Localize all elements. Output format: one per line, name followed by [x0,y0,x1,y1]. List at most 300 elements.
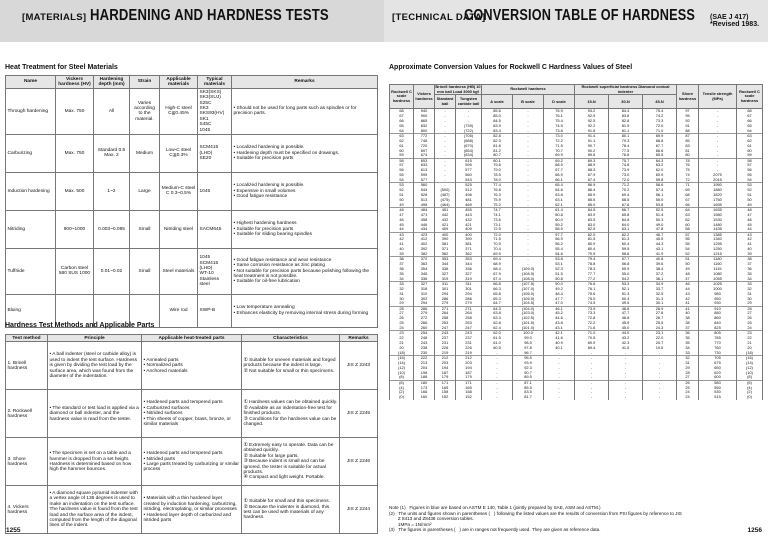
conversion-notes [389,505,762,533]
table-cell: 65.5 [643,153,677,158]
table-cell: 23.1 [643,331,677,336]
table-cell: 36 [737,267,763,272]
table-cell: 99.0 [513,336,544,341]
table-cell: (104.0) [513,306,544,311]
table-cell: Wire rod [160,294,198,327]
table-cell: 930 [699,301,737,306]
table-cell: (2) [390,390,414,395]
table-cell: 49 [677,267,699,272]
table-cell: 36 [390,267,414,272]
table-cell: Max. 500 [56,172,94,210]
table-cell: 55.9 [609,267,643,272]
table-cell: 68 [677,193,699,198]
table-cell: 484 [414,207,435,212]
table-cell: (108.0) [513,277,544,282]
table-cell: (634) [456,153,482,158]
table-cell: 34 [390,277,414,282]
table-cell: 294 [456,291,482,296]
table-cell: 213 [414,361,435,366]
table-cell: 860 [699,316,737,321]
table-cell: 543 [456,178,482,183]
table-cell: 62.4 [482,326,513,331]
table-cell: 363 [414,262,435,267]
table-cell: 55 [390,173,414,178]
table-cell: 70.7 [544,148,575,153]
table-cell: 59.5 [609,247,643,252]
table-cell: - [482,351,513,356]
table-row [6,210,378,248]
table-cell: 633 [414,163,435,168]
table-cell: 2075 [699,173,737,178]
table-cell: 30.1 [643,301,677,306]
table-cell: 311 [456,282,482,287]
table-cell: 294 [435,291,456,296]
table-cell: 33 [737,282,763,287]
table-cell: 1530 [699,217,737,222]
table-cell: 78.0 [482,178,513,183]
table-cell: 66.9 [544,173,575,178]
table-cell: 66 [737,119,763,124]
table-cell: • Annealed parts • Normalized parts • Anchored materials [142,342,242,390]
table-cell: 25 [390,321,414,326]
table-cell: 69.9 [482,252,513,257]
table-cell: (722) [456,128,482,133]
table-cell: 80.9 [575,242,609,247]
table-cell: 44 [677,286,699,291]
table-cell: 71.6 [575,326,609,331]
table-cell: - [609,361,643,366]
table-cell: - [435,163,456,168]
table-cell: Bluing [6,294,56,327]
table-cell: 82.0 [575,232,609,237]
table-cell: 26 [737,316,763,321]
table-cell: 705 [699,356,737,361]
table-cell: 59 [390,153,414,158]
table-cell: (104.5) [513,301,544,306]
table-cell: 158 [456,390,482,395]
table-cell: (105.5) [513,296,544,301]
table-cell: 40 [677,311,699,316]
table-cell: 63.3 [482,316,513,321]
table-cell: 92 [677,119,699,124]
table-cell: 498 [414,203,435,208]
table-cell: - [609,380,643,385]
table-cell: 75.2 [482,203,513,208]
table-cell: 23 [737,331,763,336]
table-cell: 152 [456,395,482,400]
table-cell: 279 [456,301,482,306]
table-cell: 469 [456,203,482,208]
table-cell: - [435,133,456,138]
table-cell: 271 [456,306,482,311]
table-cell: - [513,158,544,163]
table-cell: 1045 SCM415 (LHD) WT-10 Stainless steel [198,248,232,294]
table-cell: - [544,351,575,356]
table-cell: 73.3 [643,119,677,124]
table-cell: 64 [677,207,699,212]
table-cell: 100.0 [513,331,544,336]
table-cell: - [513,198,544,203]
table-cell: • A ball indenter (steel or carbide alloy) is used to indent the test surface. Hardness is given by dividing the test load by the surface area, which was found from the diameter of the indentation. [48,342,142,390]
table-cell: 49 [390,203,414,208]
table-cell: 79.3 [609,138,643,143]
table-cell: 286 [456,296,482,301]
table-cell: - [699,153,737,158]
table-cell: 77.2 [575,277,609,282]
table-cell: 51 [390,193,414,198]
table-cell: 910 [699,306,737,311]
table-cell: 58.6 [609,252,643,257]
table-cell: 800 [414,128,435,133]
table-cell: (14) [737,361,763,366]
table-cell: 63.8 [544,193,575,198]
table-cell: 61.4 [544,207,575,212]
table-cell: 60 [737,148,763,153]
col-header: Principle [48,335,142,342]
table-cell: 53.8 [544,257,575,262]
table-cell: 41.9 [643,252,677,257]
table-cell: 53.1 [544,262,575,267]
table-cell: 515 [699,395,737,400]
table-cell: 840 [699,321,737,326]
table-cell: (654) [456,148,482,153]
table-cell: - [575,375,609,380]
table-cell: 28.9 [643,306,677,311]
table-cell: 30 [737,296,763,301]
table-cell: 362 [435,252,456,257]
table-cell: 212 [435,356,456,361]
table-cell: 434 [414,227,435,232]
table-cell: 865 [414,119,435,124]
right-header [384,0,768,42]
table-cell: 63.2 [643,163,677,168]
table-cell: (739) [456,124,482,129]
table-cell: 92.3 [513,365,544,370]
table-cell: Max. 750 [56,88,94,134]
table-cell: - [609,365,643,370]
table-cell: Low-C steel C≦0.3% [160,134,198,172]
table-cell: 87.9 [575,173,609,178]
table-cell: 73.0 [609,173,643,178]
table-cell: - [513,119,544,124]
table-cell: 62 [390,138,414,143]
col-header: Rockwell C scale hardness [390,85,414,109]
table-cell: 226 [456,346,482,351]
table-cell: 33.7 [643,286,677,291]
table-cell: ① Suitable for small and thin specimens. ② Because the indenter is diamond, this test can be used with materials of any hardness. [242,486,340,534]
table-cell: 43.1 [544,326,575,331]
table-cell: 90.2 [575,148,609,153]
table-cell: 40.1 [544,346,575,351]
table-cell: 91.1 [575,138,609,143]
table-cell: 67.7 [643,143,677,148]
table-cell: 92.2 [575,124,609,129]
table-cell: (106.0) [513,291,544,296]
table-cell: 71.0 [643,128,677,133]
table-cell: 24.3 [643,326,677,331]
table-cell: 48 [390,207,414,212]
table-cell: 165 [435,385,456,390]
page-title: HARDENING AND HARDNESS TESTS [90,7,329,24]
section-tag: [MATERIALS] [22,12,87,23]
table-cell: 81.1 [609,128,643,133]
table-cell: 279 [414,311,435,316]
table-cell: - [513,232,544,237]
table-cell: 66.3 [482,286,513,291]
table-cell: 34 [737,277,763,282]
table-cell: 900 [414,114,435,119]
table-cell: 67 [737,114,763,119]
table-cell: 85.9 [575,193,609,198]
table-cell: (18) [390,351,414,356]
table-cell: 382 [414,252,435,257]
table-cell: Induction hardening [6,172,56,210]
table-cell: ① Extremely easy to operate. Data can be obtained quickly. ② Suitable for large parts. ③ Because indent is small and can be ignored, the tester is suitable for actual products. ④ Compact and light weight. Portable. [242,438,340,486]
table-cell: 166 [414,390,435,395]
table-cell: 1250 [699,247,737,252]
table-cell: 353 [456,257,482,262]
table-cell: - [513,143,544,148]
table-cell: 41 [737,242,763,247]
col-header: Rockwell C scale hardness [737,85,763,109]
table-cell: 82.8 [609,119,643,124]
table-cell: JIS Z 2246 [340,438,378,486]
table-cell: 77.5 [609,148,643,153]
table-cell: 2015 [699,178,737,183]
table-cell: 45.9 [609,321,643,326]
table-cell: 76.9 [544,109,575,114]
table-cell: 68.8 [643,138,677,143]
table-cell: (101.5) [513,321,544,326]
table-cell: 179 [435,375,456,380]
table-cell: 51 [677,257,699,262]
table-cell: 47.0 [544,301,575,306]
table-cell: 785 [699,336,737,341]
table-cell: 1480 [699,222,737,227]
table-cell: 81.8 [482,143,513,148]
table-cell: 294 [414,301,435,306]
table-cell: Large [130,172,160,210]
table-cell: - [643,375,677,380]
table-cell: Standard 0.5 Max. 2 [94,134,130,172]
table-cell: - [482,390,513,395]
table-cell: 76.1 [544,114,575,119]
table-cell: - [513,163,544,168]
table-cell: 80.7 [482,153,513,158]
table-cell: 82.8 [482,133,513,138]
table-cell: 613 [414,168,435,173]
table-cell: - [513,222,544,227]
table-cell: 60.0 [544,217,575,222]
table-cell: 390 [435,237,456,242]
table-cell: - [513,252,544,257]
table-cell: 203 [435,361,456,366]
table-cell: 74 [677,173,699,178]
table-cell: 1340 [699,237,737,242]
group-header: Rockwell hardness [482,85,575,95]
table-cell: 69.2 [544,158,575,163]
table-cell: 56.9 [544,237,575,242]
table-cell: 63.8 [482,311,513,316]
table-cell: - [513,188,544,193]
table-cell: 32 [677,356,699,361]
table-cell: 61 [390,143,414,148]
table-cell: 1385 [699,232,737,237]
table-cell: 73.8 [544,128,575,133]
table-cell: 56 [677,237,699,242]
table-cell: 96.7 [513,351,544,356]
table-cell: 52 [390,188,414,193]
table-cell: 20.7 [643,341,677,346]
table-cell: 327 [456,272,482,277]
table-cell: 180 [414,380,435,385]
table-cell: - [544,390,575,395]
table-cell: 231 [435,341,456,346]
table-cell: - [575,380,609,385]
table-cell: Medium [130,134,160,172]
table-cell: 1215 [699,252,737,257]
table-cell: 28 [390,306,414,311]
table-cell: 47 [737,212,763,217]
table-cell: - [482,356,513,361]
table-cell: - [575,365,609,370]
table-cell: 68.5 [609,198,643,203]
table-cell: 62.2 [609,232,643,237]
table-cell: (107.0) [513,286,544,291]
table-cell: 85.5 [575,198,609,203]
table-cell: 85.0 [575,203,609,208]
table-cell: 1820 [699,193,737,198]
table-cell: 84.5 [482,119,513,124]
table-cell: 25 [677,385,699,390]
table-cell: 1950 [699,183,737,188]
table-cell: 770 [699,341,737,346]
table-cell: 25.5 [643,321,677,326]
table-cell: (688) [456,138,482,143]
table-cell: - [513,153,544,158]
table-cell: - [699,133,737,138]
table-cell: 36 [677,331,699,336]
table-cell: - [482,385,513,390]
table-cell: 950 [699,296,737,301]
table-cell: Nitriding [6,210,56,248]
table-cell: (4) [390,385,414,390]
table-cell: 98.5 [513,341,544,346]
table-cell: 76.8 [482,188,513,193]
table-cell: - [699,114,737,119]
table-cell: 61.5 [482,336,513,341]
table-cell: 253 [456,321,482,326]
table-cell: 27 [390,311,414,316]
table-cell: 46 [390,217,414,222]
col-header: Strain [130,76,160,89]
table-cell: 78 [677,158,699,163]
table-cell: 45.5 [643,237,677,242]
table-cell: 83.9 [482,124,513,129]
table-cell: 61.0 [482,341,513,346]
table-cell: 760 [699,346,737,351]
table-cell: 226 [435,346,456,351]
table-cell: - [513,212,544,217]
table-cell: 160 [414,395,435,400]
table-cell: (8) [390,375,414,380]
table-cell: 392 [414,247,435,252]
table-cell: 42.1 [544,331,575,336]
table-cell: 1635 [699,207,737,212]
table-cell: 43 [737,232,763,237]
table-cell: 38 [737,257,763,262]
table-cell: 22.0 [643,336,677,341]
table-cell: 675 [699,361,737,366]
table-cell: 37 [390,262,414,267]
col-header: Tensile strength (MPa) [699,85,737,109]
table-cell: 66 [677,203,699,208]
table-cell: • Low temperature annealing • Enhances elasticity by removing internal stress during forming [232,294,378,327]
table-cell: • Hardened parts and tempered parts • Nitrided parts • Large parts treated by carburizing or similar process [142,438,242,486]
table-cell: - [435,178,456,183]
table-cell: - [609,370,643,375]
table-cell: 1760 [699,198,737,203]
table-cell: 91 [677,124,699,129]
table-cell: 43.1 [643,247,677,252]
page-title: CONVERSION TABLE OF HARDNESS [464,7,696,24]
table-cell: 85.0 [482,114,513,119]
table-cell: - [456,109,482,114]
table-cell: 30 [390,296,414,301]
table-cell: 72.0 [609,178,643,183]
table-cell: 75.0 [575,296,609,301]
table-cell: 26 [677,380,699,385]
col-header: Typical materials [198,76,232,89]
table-cell: 560 [414,183,435,188]
table-cell: 254 [414,331,435,336]
group-header: Rockwell superficial hardness Diamond conical indenter [575,85,677,95]
table-cell: JIS Z 2243 [340,342,378,390]
table-cell: 80 [677,153,699,158]
table-cell: 88.9 [575,163,609,168]
table-cell: 772 [414,133,435,138]
table-cell: 66 [390,119,414,124]
table-cell: 52.1 [609,286,643,291]
note-line: Note (1) Figures in blue are based on ASTM E 140, Table 1 (jointly prepared by SAE, ASM and ASTM.) [389,505,601,510]
table-cell: 237 [456,336,482,341]
table-cell: - [482,395,513,400]
table-cell: (6) [390,380,414,385]
table-cell: 247 [456,326,482,331]
table-cell: 84.5 [575,207,609,212]
table-cell: 171 [435,380,456,385]
table-cell: 44.3 [643,242,677,247]
table-cell: 68 [737,109,763,114]
table-cell: 29 [737,301,763,306]
table-cell: 37 [737,262,763,267]
table-cell: 371 [456,247,482,252]
heat-treatment-title: Heat Treatment for Steel Materials [5,64,118,71]
table-cell: 32 [390,286,414,291]
table-cell: 311 [435,282,456,287]
table-cell: 74.8 [609,163,643,168]
table-cell: - [435,168,456,173]
table-cell: 43.2 [609,336,643,341]
table-cell: - [699,128,737,133]
table-cell: 72.2 [575,321,609,326]
table-cell: - [609,375,643,380]
table-cell: 37.2 [643,272,677,277]
table-cell: 56 [390,168,414,173]
table-cell: - [513,124,544,129]
table-cell: • Highest hardening hardness • Suitable for precision parts • Suitable for sliding bearing spindles [232,210,378,248]
table-cell: 247 [435,326,456,331]
